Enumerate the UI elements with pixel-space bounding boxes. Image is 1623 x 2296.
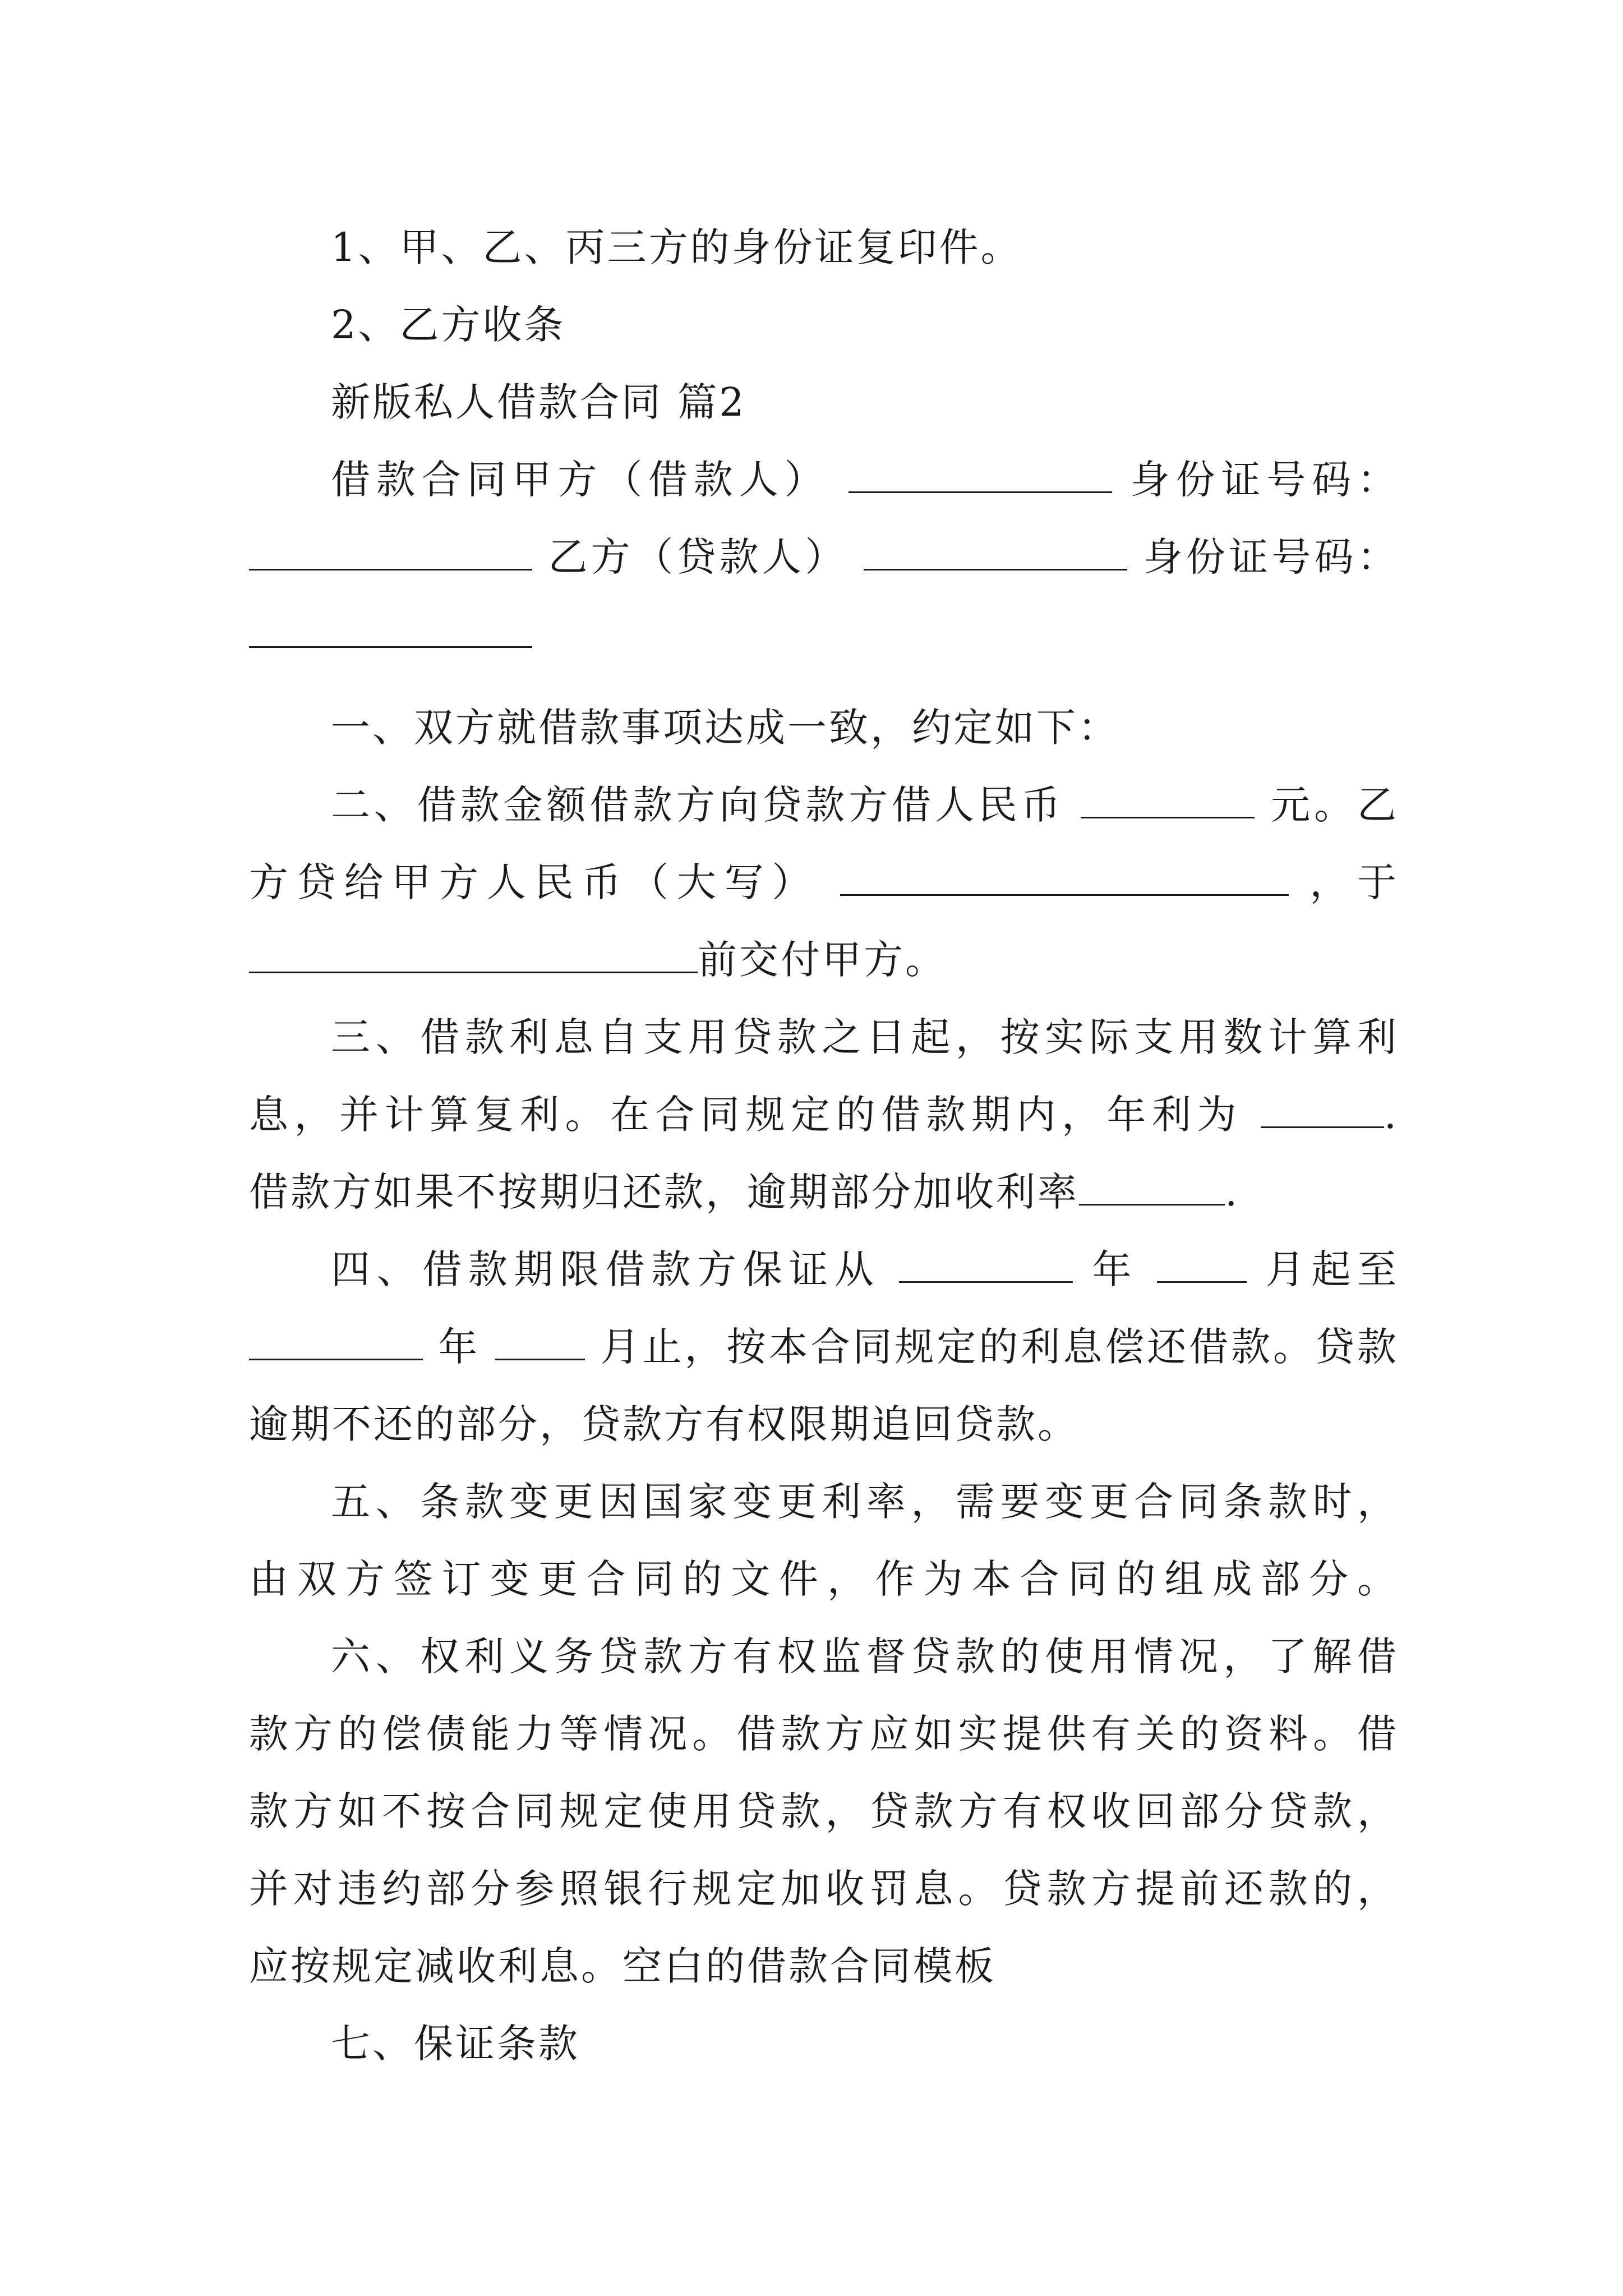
clause-4-line-3: 逾期不还的部分，贷款方有权限期追回贷款。 [249,1401,1079,1447]
clause-4-text-d: 年 [438,1324,481,1370]
clause-6-line-2: 款方的偿债能力等情况。借款方应如实提供有关的资料。借 [249,1711,1399,1757]
clause-4-line-2 [249,1308,1399,1386]
clause-2-line-3 [249,921,1399,999]
clause-3-line-1: 三、借款利息自支用贷款之日起，按实际支用数计算利 [331,1014,1399,1060]
clause-3-text-b: . [1384,1092,1399,1138]
clause-2-line-2 [249,844,1399,921]
clause-4-text-e: 月止，按本合同规定的利息偿还借款。贷款 [600,1324,1399,1370]
clause-6-line-1: 六、权利义务贷款方有权监督贷款的使用情况，了解借 [331,1634,1399,1680]
clause-5-line-1: 五、条款变更因国家变更利率，需要变更合同条款时， [331,1479,1399,1525]
clause-6-line-5: 应按规定减收利息。空白的借款合同模板 [249,1943,996,1989]
clause-2-text-a: 二、借款金额借款方向贷款方借人民币 [331,782,1064,828]
lender-id-blank [249,607,532,648]
clause-2-text-b: 元。乙 [1271,782,1399,828]
borrower-name-blank [849,452,1112,493]
borrower-id-label: 身份证号码： [1130,457,1399,503]
clause-4-text-a: 四、借款期限借款方保证从 [331,1246,880,1292]
clause-4-text-b: 年 [1092,1246,1138,1292]
lender-name-blank [864,530,1127,570]
borrower-label: 借款合同甲方（借款人） [331,457,830,503]
lender-id-label: 身份证号码： [1143,534,1399,580]
clause-3-line-3 [249,1153,1399,1231]
clause-3-text-a: 息，并计算复利。在合同规定的借款期内，年利为 [249,1092,1242,1138]
clause-5-line-2: 由双方签订变更合同的文件，作为本合同的组成部分。 [249,1556,1399,1602]
parties-line-2 [249,518,1399,596]
clause-3-line-2 [249,1076,1399,1153]
clause-6-line-3: 款方如不按合同规定使用贷款，贷款方有权收回部分贷款， [249,1788,1399,1834]
clause-2-text-e: 前交付甲方。 [698,937,947,983]
attachment-item-1: 1、甲、乙、丙三方的身份证复印件。 [331,224,1022,270]
clause-3-text-d: . [1225,1169,1240,1215]
delivery-date-blank [249,932,698,973]
section-heading: 新版私人借款合同 篇2 [331,379,746,425]
clause-4-line-1 [249,1231,1399,1308]
end-month-blank [495,1319,585,1360]
clause-4-text-c: 月起至 [1265,1246,1399,1292]
end-year-blank [249,1319,423,1360]
clause-3-text-c: 借款方如果不按期归还款，逾期部分加收利率 [249,1169,1079,1215]
start-year-blank [899,1242,1073,1283]
clause-2-text-c: 方贷给甲方人民币（大写） [249,859,820,905]
attachment-item-2: 2、乙方收条 [331,302,566,348]
annual-rate-blank [1261,1087,1384,1128]
clause-2-line-1 [249,766,1399,844]
clause-1: 一、双方就借款事项达成一致，约定如下： [331,705,1119,751]
parties-line-1 [249,441,1399,518]
lender-label: 乙方（贷款人） [548,534,848,580]
document-body [249,209,1399,2082]
start-month-blank [1157,1242,1247,1283]
clause-6-line-4: 并对违约部分参照银行规定加收罚息。贷款方提前还款的， [249,1866,1399,1912]
parties-line-3 [249,596,1399,673]
borrower-id-blank [249,530,532,570]
amount-in-words-blank [840,855,1289,896]
clause-7: 七、保证条款 [331,2021,580,2067]
overdue-rate-blank [1079,1165,1225,1205]
loan-amount-blank [1081,777,1255,818]
clause-2-text-d: ，于 [1310,859,1399,905]
